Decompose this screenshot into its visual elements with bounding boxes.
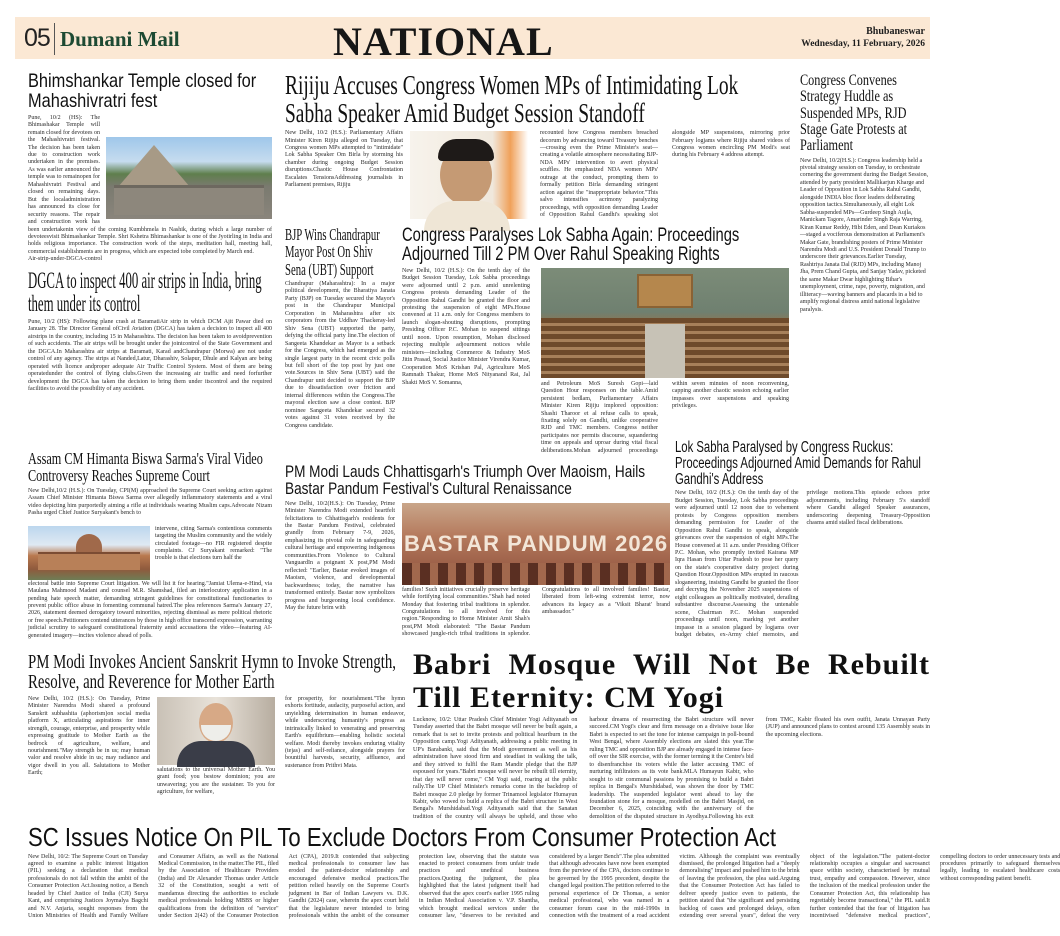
headline-assam: Assam CM Himanta Biswa Sarma's Viral Video Controversy Reaches Supreme Court <box>28 449 263 486</box>
article-paralyses-left: New Delhi, 10/2 (H.S.): On the tenth day of the Budget Session Tuesday, Lok Sabha proceedings were adjourned until 2 p.m. amid unrelenting Congress protests demanding Leader of the Opposition Rahul Gandhi be granted the floor and protesting the suspension of eight MPs.House convened at 11 a.m. only for Congress members to launch slogan-shouting disruptions, prompting Presiding Officer P.C. Mohan to suspend sittings until noon. Upon resumption, Mohan disclosed rejecting multiple adjournment notices while ministers—including Commerce & Industry MoS Jitin Prasad, Social Justice Minister Virendra Kumar, Cooperation MoS Krishan Pal, Agriculture MoS Ramnath Thakur, Home MoS Nityanand Rai, Jal Shakti MoS V. Somanna, <box>402 267 530 386</box>
bastar-pandum-photo <box>402 503 670 585</box>
headline-bhimshankar: Bhimshankar Temple closed for Mahashivratri fest <box>28 70 257 112</box>
article-kicker: Air-strip-under-DGCA-control <box>28 256 103 263</box>
headline-paralyses: Congress Paralyses Lok Sabha Again: Proceedings Adjourned Till 2 PM Over Rahul Speaking Rights <box>402 225 740 266</box>
article-rijiju-content <box>285 130 790 223</box>
article-assam-bottom: electoral battle into Supreme Court litigation. We will list it for hearing."Jamiat Ulema-e-Hind, via Maulana Mahmood Madani and counsel M.R. Shamshad, filed an interlocutory application in a pending hate speech matter, demanding stringent guidelines for constitutional functionaries to prevent public office abuse in fomenting communal hatred.The plea references Sarma's January 27, 2026, statement deemed derogatory toward minorities, rejecting dismissal as mere political rhetoric or free speech.Petitioners contend utterances by those in high office transcend expression, warranting judicial scrutiny to safeguard constitutional fraternity amid accusations the video—featuring AI-generated imagery—incites violence ahead of polls. <box>28 580 272 639</box>
headline-hymn: PM Modi Invokes Ancient Sanskrit Hymn to Invoke Strength, Resolve, and Reverence for Mother Earth <box>28 651 396 694</box>
article-hymn-block <box>28 652 405 823</box>
masthead-divider <box>54 23 55 55</box>
supreme-court-photo <box>28 526 150 580</box>
article-assam-block <box>28 450 272 650</box>
article-paralysed-block <box>675 440 930 646</box>
article-convenes-block <box>800 73 930 437</box>
article-bhimshankar <box>28 115 272 266</box>
modi-portrait <box>157 697 275 765</box>
article-paralyses-content <box>402 268 790 458</box>
article-rijiju-right: recounted how Congress members breached decorum by advancing toward Treasury benches—crossing even the Prime Minister's seat—creating a volatile atmosphere necessitating BJP-NDA MPs' intervention to avert physical scuffles. He emphasized NDA women MPs' outrage at the conduct, prompting them to formally petition Birla demanding stringent action against the "inappropriate behavior."This salvo intensifies acrimony paralyzing proceedings, with opposition demanding Leader of Opposition Rahul Gandhi's speaking slot alongside MP suspensions, mirroring prior February logjams where Rijiju shared videos of Congress women encircling PM Modi's seat during his February 4 address attempt. <box>540 130 790 219</box>
temple-photo <box>106 137 272 219</box>
headline-convenes: Congress Convenes Strategy Huddle as Suspended MPs, RJD Stage Gate Protests at Parliament <box>800 72 908 155</box>
article-hymn-right: for prosperity, for nourishment."The hymn exhorts fortitude, audacity, purposeful action, and unyielding determination in human endeavor, while underscoring humanity's progress as intrinsically linked to venerating and preserving Earth's equilibrium—enabling holistic societal welfare. Modi thereby invokes enduring vitality (tejas) and self-reliance, alongside prayers for bountiful harvests, security, affluence, and sustenance from Prithvi Mata. <box>285 695 405 769</box>
dateline-city: Bhubaneswar <box>866 26 925 37</box>
headline-rijiju: Rijiju Accuses Congress Women MPs of Intimidating Lok Sabha Speaker Amid Budget Session Standoff <box>285 70 739 128</box>
article-body: Pune, 10/2 (HS): The Bhimashakar Temple will remain closed for devotees on the Mahashivratri festival. The decision has been taken due to construction work undertaken in the premises. As was earlier announced the temple was to remainopen for Mahashivratri Festival and closed on remaining days. But the localadministration has announced its close for security reasons. The repair and construction work has been undertakenin view of the coming Kumbhmela in Nashik, during which a large number of devoteesvisit Bhimashankar Temple. Shri Kshetra Bhimashankar is one of the Jyotirling in India and holds religious importance. The construction work of the steps, meditation hall, meeting hall, commercial establishments are in progress, which are expected tobe completed by March end. <box>28 114 272 255</box>
article-bhimshankar-block <box>28 72 272 266</box>
article-hymn-content <box>28 696 405 823</box>
article-assam-top: New Delhi,10/2 (H.S.): On Tuesday, CPI(M) approached the Supreme Court seeking action against Assam Chief Minister Himanta Biswa Sarma over allegedly inflammatory statements and a viral video depicting him purportedly aiming a rifle at individuals wearing Muslim caps.Advocate Nizam Pasha urged Chief Justice Suryakant's bench to <box>28 487 272 517</box>
bastar-banner-text: BASTAR PANDUM 2026 <box>403 530 669 556</box>
paper-name: Dumani Mail <box>60 27 180 51</box>
headline-chandrapur: BJP Wins Chandrapur Mayor Post On Shiv Sena (UBT) Support <box>285 225 380 279</box>
article-bastar-right: families! Such initiatives crucially preserve heritage while fortifying local communities."Shah had noted Monday that fostering tribal traditions in splendor. Congratulations to all involved for this region."Responding to Home Minister Amit Shah's post,PM Modi elaborated: "The Bastar Pandum showcased jungle-rich tribal traditions in splendor. Congratulations to all involved families! Bastar, liberated from left-wing extremist terror, now advances its legacy as a 'Viksit Bharat' brand ambassador." <box>402 586 670 638</box>
headline-paralysed: Lok Sabha Paralysed by Congress Ruckus: Proceedings Adjourned Amid Demands for Rahul Gandhi's Address <box>675 439 921 488</box>
article-assam-content <box>28 488 272 650</box>
article-bastar-content <box>285 501 670 646</box>
article-assam-side: intervene, citing Sarma's contentious comments targeting the Muslim community and the widely circulated footage—no FIR registered despite complaints. CJ Suryakant remarked: "The trouble is that elections turn half the <box>155 525 272 562</box>
article-rijiju-block <box>285 72 790 223</box>
rijiju-portrait <box>410 131 528 219</box>
headline-sc: SC Issues Notice On PIL To Exclude Doctors From Consumer Protection Act <box>28 822 777 852</box>
headline-dgca: DGCA to inspect 400 air strips in India, bring them under its control <box>28 268 262 317</box>
article-sc: New Delhi, 10/2: The Supreme Court on Tuesday agreed to examine a public interest litigation (PIL) seeking a declaration that medical professionals do not fall within the ambit of the Consumer Protection Act.Issuing notice, a Bench headed by Chief Justice of India (CJI) Surya Kant, and comprising Justices Joymalya Bagchi and N.V. Anjaria, sought responses from the Union Ministries of Health and Family Welfare and Consumer Affairs, as well as the National Medical Commission, in the matter.The PIL, filed by the Association of Healthcare Providers (India) and Dr Alexander Thomas under Article 32 of the Constitution, sought a writ of mandamus directing the authorities to exclude medical professionals holding MBBS or higher qualifications from the definition of "service" under Section 2(42) of the Consumer Protection Act (CPA), 2019.It contended that subjecting medical professionals to consumer law has eroded the patient-doctor relationship and encouraged defensive medical practices.The petition relied heavily on the Supreme Court's judgment in Bar of Indian Lawyers vs. D.K. Gandhi (2024) case, wherein the apex court held that the legislature never intended to bring professionals within the ambit of the consumer protection law, observing that the statute was enacted to protect consumers from unfair trade practices and unethical business practices.Quoting the judgment, the plea highlighted that the latest judgment itself had observed that the apex court's earlier 1995 ruling in Indian Medical Association v. V.P. Shantha, which brought medical services under the consumer law, "deserves to be revisited and considered by a larger Bench".The plea submitted that although advocates have now been exempted from the purview of the CPA, doctors continue to be governed by the 1995 precedent, despite the changed legal position.The petition referred to the personal experience of Dr Thomas, a senior medical professional, who was named in a consumer forum case in the mid-1990s in connection with the treatment of a road accident victim. Although the complaint was eventually dismissed, the prolonged litigation had a "deeply demoralising" impact and pushed him to the brink of leaving the profession, the plea said.Arguing that the Consumer Protection Act has failed to deliver speedy justice even to patients, the petition stated that "the significant and persisting backlog of cases and prolonged delays, often extending over several years", defeat the very object of the legislation."The patient-doctor relationship occupies a singular and sacrosanct space within society, characterised by mutual trust, empathy and compassion. However, since the inclusion of the medical profession under the Consumer Protection Act, this relationship has regrettably become transactional," the PIL said.It further contended that the fear of litigation has incentivised "defensive medical practices", compelling doctors to order unnecessary tests and procedures primarily to safeguard themselves legally, leading to escalated healthcare costs without corresponding patient benefit. <box>28 853 1060 920</box>
article-hymn-left: New Delhi, 10/2 (H.S.): On Tuesday, Prime Minister Narendra Modi shared a profound Sanskrit subhashita (aphorism)on social media platform X, articulating aspirations for inner strength, courage, enterprise, and prosperity while expressing gratitude to Mother Earth as the bedrock of agriculture, welfare, and nourishment."May strength be in us; may human valor and resolve abide in us; may radiance and vigor dwell in you all. Salutations to Mother Earth; <box>28 695 150 777</box>
article-babri-block <box>413 648 930 823</box>
article-hymn-mid: salutations to the universal Mother Earth. You grant food; you bestow dominion; you are unwavering; you are the sustainer. To you for agriculture, for welfare, <box>157 766 275 796</box>
article-babri: Lucknow, 10/2: Uttar Pradesh Chief Minister Yogi Adityanath on Tuesday asserted that the Babri mosque will never be built again, a remark that is set to invite protests and political heartburn in the Opposition camp.Yogi Adityanath, addressing a public meeting in UP's Barabanki, said that the Modi government as well as his administration have stood firm and steadfast in walking the talk, and they strived to fulfil the Ram Mandir pledge that the BJP espoused for years."Babri mosque will never be rebuilt till eternity, that day will never come," CM Yogi said, roaring at the public rally.The UP Chief Minister's remarks come in the backdrop of Babri mosque 2.0 pledge by former Trinamool legislator Humayun Kabir, who vowed to build a replica of the Babri structure in West Bengal's Murshidabad.Yogi Adityanath said that the Sanatan tradition of the country will always be upheld, and those who harbour dreams of resurrecting the Babri structure will never succeed.CM Yogi's clear and firm message on a divisive issue like Babri is expected to set the tone for intense campaign in poll-bound West Bengal, where Assembly elections are slated this year.The ruling TMC and opposition BJP are already engaged in intense face-off over the SIR exercise, with the former terming it the Centre's bid to disenfranchise its voters while the latter accusing TMC of nurturing infiltrators as its vote bank.MLA Humayun Kabir, who sought to stir communal passions by promising to build a Babri replica in Bengal's Murshidabad, was shown the door by TMC leadership. The suspended legislator went ahead to lay the foundation stone for a mosque, modelled on the Babri Masjid, on December 6, 2025, coinciding with the anniversary of the demolition of the disputed structure in Ayodhya.Following his exit from TMC, Kabir floated his own outfit, Janata Unnayan Party (JUP) and announced plans to contest around 135 Assembly seats in the upcoming elections. <box>413 717 930 820</box>
headline-bastar: PM Modi Lauds Chhattisgarh's Triumph Over Maoism, Hails Bastar Pandum Festival's Cultural Renaissance <box>285 462 646 499</box>
article-convenes: New Delhi, 10/2(H.S.): Congress leadership held a pivotal strategy session on Tuesday, to orchestrate cornering the government during the Budget Session, attended by party president Mallikarjun Kharge and Leader of Opposition in Lok Sabha Rahul Gandhi, alongside INDIA bloc floor leaders deliberating opposition tactics.Simultaneously, all eight Lok Sabha-suspended MPs—Gurdeep Singh Aujla, Manickam Tagore, Amarinder Singh Raja Warring, Kiran Kumar Reddy, Hibi Eden, and Dean Kuriakos—staged a vociferous demonstration at Parliament's Makar Gate, brandishing posters of Prime Minister Narendra Modi and U.S. President Donald Trump to underscore their grievances.Earlier Tuesday, Rashtriya Janata Dal (RJD) MPs, including Manoj Jha, Prem Chand Gupta, and Sanjay Yadav, picketed the same Makar Dwar highlighting Bihar's unemployment, crime, rape, poverty, migration, and illiteracy—waving banners and placards in a bid to amplify regional distress amid national legislative paralysis. <box>800 157 929 313</box>
page-number: 05 <box>24 24 50 52</box>
article-chandrapur: Chandrapur (Maharashtra): In a major political development, the Bharatiya Janata Party (BJP) on Tuesday secured the Mayor's post in the Chandrapur Municipal Corporation in Maharashtra after six corporators from the Uddhav Thackeray-led Shiv Sena (UBT) supported the party, defying the official party line.The election of Sangeeta Khandekar as Mayor is a setback for the Congress, which had emerged as the single largest party in the recent civic polls but fell short of the top post by just one vote.Sources in Shiv Sena (UBT) said the Chandrapur unit decided to support the BJP due to dissatisfaction over friction and internal differences within the Congress.The mayoral election saw a close contest. BJP nominee Sangeeta Khandekar secured 32 votes against 31 votes received by the Congress candidate. <box>285 280 395 429</box>
headline-babri: Babri Mosque Will Not Be Rebuilt Till Eternity: CM Yogi <box>413 648 930 714</box>
article-paralysed: New Delhi, 10/2 (H.S.): On the tenth day of the Budget Session, Tuesday, Lok Sabha proceedings were adjourned until 12 noon due to vehement protests by Congress opposition members demanding permission for Leader of the Opposition Rahul Gandhi to speak, alongside grievances over the suspension of eight MPs.The House convened at 11 a.m. under Presiding Officer P.C. Mohan, who promptly invited Kairana MP Iqra Hasan from Uttar Pradesh to pose her query on the state's cooperative dairy project during Question Hour.Opposition MPs erupted in raucous sloganeering, insisting Gandhi be granted the floor and decrying the November 2025 suspensions of eight colleagues as politically motivated, derailing substantive discourse.Assessing the untenable scene, Chairman P.C. Mohan suspended proceedings until noon, marking yet another impasse in a session plagued by logjams over budget debates, ex-Army chief memoirs, and privilege motions.This episode echoes prior adjournments, including February 5's standoff where Gandhi alleged Speaker assurances, underscoring deepening Treasury-Opposition chasms amid stalled fiscal deliberations. <box>675 490 930 638</box>
article-bastar-left: New Delhi, 10/2(H.S.): On Tuesday, Prime Minister Narendra Modi extended heartfelt felicitations to Chhattisgarh's residents for the Bastar Pandum Festival, celebrated grandly from February 7-9, 2026, emphasizing its pivotal role in safeguarding cultural heritage and empowering indigenous communities.From Violence to Cultural VanguardIn a poignant X post,PM Modi reflected: "Earlier, Bastar evoked images of Maoism, violence, and developmental backwardness; today, the narrative has transformed entirely. Bastar now symbolizes progress and burgeoning local confidence. May the future brim with <box>285 500 395 611</box>
article-bastar-block <box>285 463 670 646</box>
lok-sabha-chamber-photo <box>541 268 789 378</box>
article-chandrapur-block <box>285 226 395 460</box>
dateline-date: Wednesday, 11 February, 2026 <box>801 39 925 49</box>
article-paralyses-right: and Petroleum MoS Suresh Gopi—laid Question Hour responses on the table.Amid persistent bedlam, Parliamentary Affairs Minister Kiren Rijiju implored opposition: Shashi Tharoor et al refuse calls to speak, fixating solely on Gandhi, unlike cooperative RJD and TMC members. Congress neither participates nor permits discourse, squandering time on appeals and uproar during vital fiscal deliberations.Mohan adjourned proceedings within seven minutes of noon reconvening, capping another chaotic session echoing earlier impasses over suspensions and speaking privileges. <box>541 380 789 454</box>
article-dgca-block <box>28 269 272 449</box>
article-paralyses-block <box>402 226 790 458</box>
section-title: NATIONAL <box>333 19 554 64</box>
article-sc-block <box>28 822 1060 927</box>
article-dgca: Pune, 10/2 (HS): Following plane crash at BaramatiAir strip in which DCM Ajit Pawar died on January 28. The Director General ofCivil Aviation (DGCA) has taken a decision to inspect all 400 airstrips in the country, including 15 in Maharashtra. The decision has been taken to avoidprevention of such accidents. The air strips will be brought under the jointcontrol of the State Government and the DGCA.In Maharashtra air strips at Baramati, Karad andChandrapur (Morwa) are not under control of any agency. The strips at Nanded,Latur, Dharashiv, Solapur, Dhule and Kalyan are being operated with licence andproper adequate Air Traffic Control System. Most of them are being operatedunder the control of flying clubs.Given the increasing air traffic and need forfurther development the DGCA has taken the decision to bring them under itscontrol and the required facilities to avoid the possibility of any accident. <box>28 318 272 392</box>
article-rijiju-left: New Delhi, 10/2 (H.S.): Parliamentary Affairs Minister Kiren Rijiju alleged on Tuesday, that Congress women MPs attempted to "intimidate" Lok Sabha Speaker Om Birla by storming his chamber during ongoing Budget Session disruptions.Chaotic House Confrontation Escalates TensionsAddressing journalists in Parliament premises, Rijiju <box>285 130 403 189</box>
